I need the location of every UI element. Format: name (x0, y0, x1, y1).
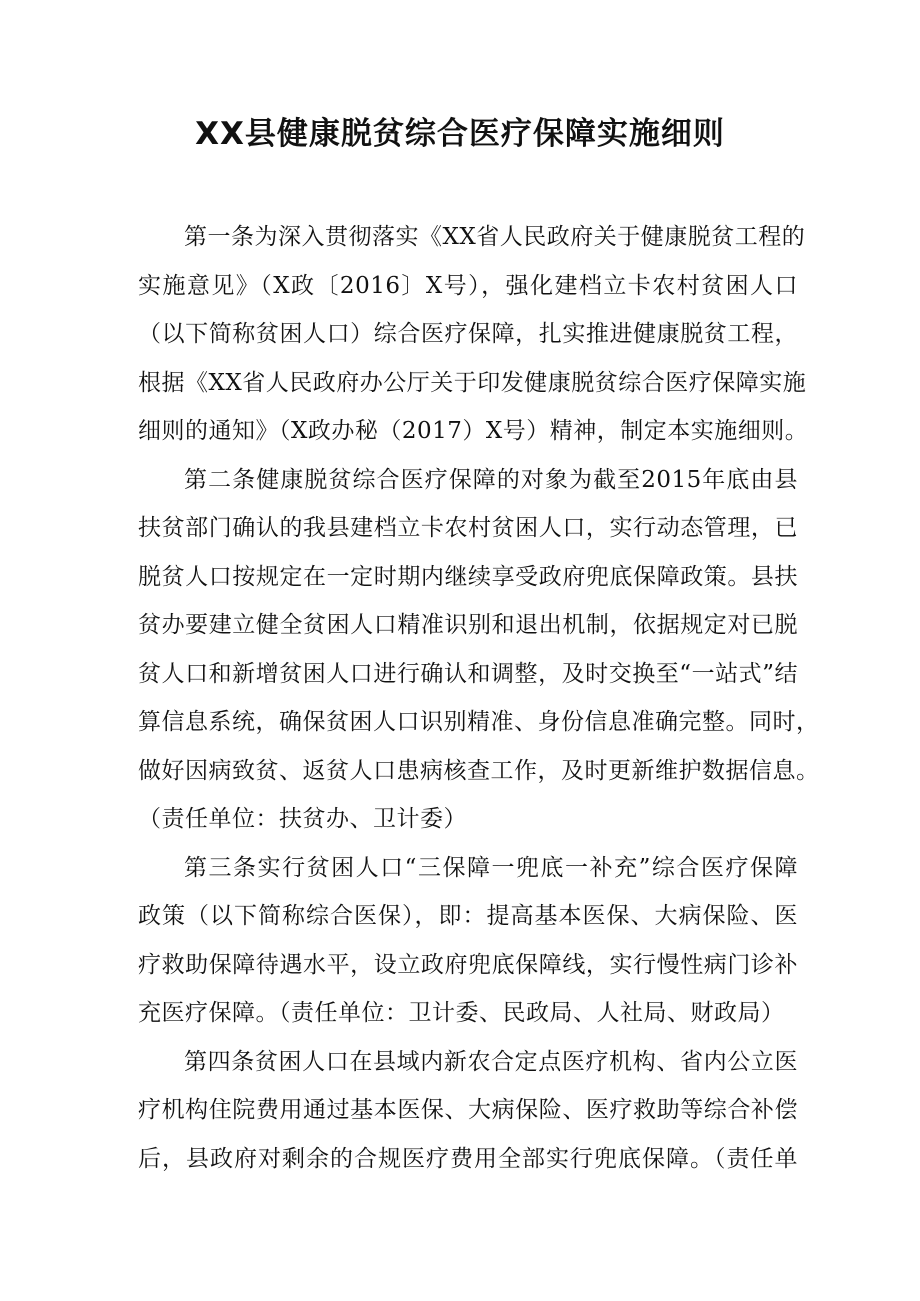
article-2-line-4: 贫办要建立健全贫困人口精准识别和退出机制，依据规定对已脱 (138, 612, 798, 638)
article-2-line-1: 第二条健康脱贫综合医疗保障的对象为截至2015年底由县 (184, 466, 798, 493)
article-1-line-1: 第一条为深入贯彻落实《XX省人民政府关于健康脱贫工程的 (184, 224, 806, 250)
article-1-line-4: 根据《XX省人民政府办公厅关于印发健康脱贫综合医疗保障实施 (138, 369, 807, 396)
article-4-line-3: 后，县政府对剩余的合规医疗费用全部实行兜底保障。（责任单 (138, 1145, 798, 1172)
article-3-line-1: 第三条实行贫困人口“三保障一兜底一补充”综合医疗保障 (184, 854, 798, 881)
article-2-line-2: 扶贫部门确认的我县建档立卡农村贫困人口，实行动态管理，已 (138, 515, 798, 541)
document-title: XX县健康脱贫综合医疗保障实施细则 (195, 116, 725, 152)
article-1-line-3: （以下简称贫困人口）综合医疗保障，扎实推进健康脱贫工程， (138, 321, 798, 347)
article-4-line-1: 第四条贫困人口在县域内新农合定点医疗机构、省内公立医 (184, 1048, 798, 1075)
article-3-line-4: 充医疗保障。（责任单位：卫计委、民政局、人社局、财政局） (138, 1000, 785, 1026)
article-3-line-3: 疗救助保障待遇水平，设立政府兜底保障线，实行慢性病门诊补 (138, 951, 798, 978)
article-2-line-6: 算信息系统，确保贫困人口识别精准、身份信息准确完整。同时， (138, 709, 820, 735)
article-2-line-8: （责任单位：扶贫办、卫计委） (138, 806, 467, 832)
article-3-line-2: 政策（以下简称综合医保），即：提高基本医保、大病保险、医 (138, 903, 798, 929)
article-1-line-5: 细则的通知》（X政办秘（2017）X号）精神，制定本实施细则。 (138, 418, 809, 444)
article-1-line-2: 实施意见》（X政〔2016〕X号），强化建档立卡农村贫困人口 (138, 272, 798, 299)
article-2-line-3: 脱贫人口按规定在一定时期内继续享受政府兜底保障政策。县扶 (138, 563, 798, 590)
article-2-line-7: 做好因病致贫、返贫人口患病核查工作，及时更新维护数据信息。 (138, 757, 820, 784)
article-4-line-2: 疗机构住院费用通过基本医保、大病保险、医疗救助等综合补偿 (138, 1097, 798, 1123)
document-body (138, 213, 820, 1183)
article-2-line-5: 贫人口和新增贫困人口进行确认和调整，及时交换至“一站式”结 (138, 660, 798, 687)
